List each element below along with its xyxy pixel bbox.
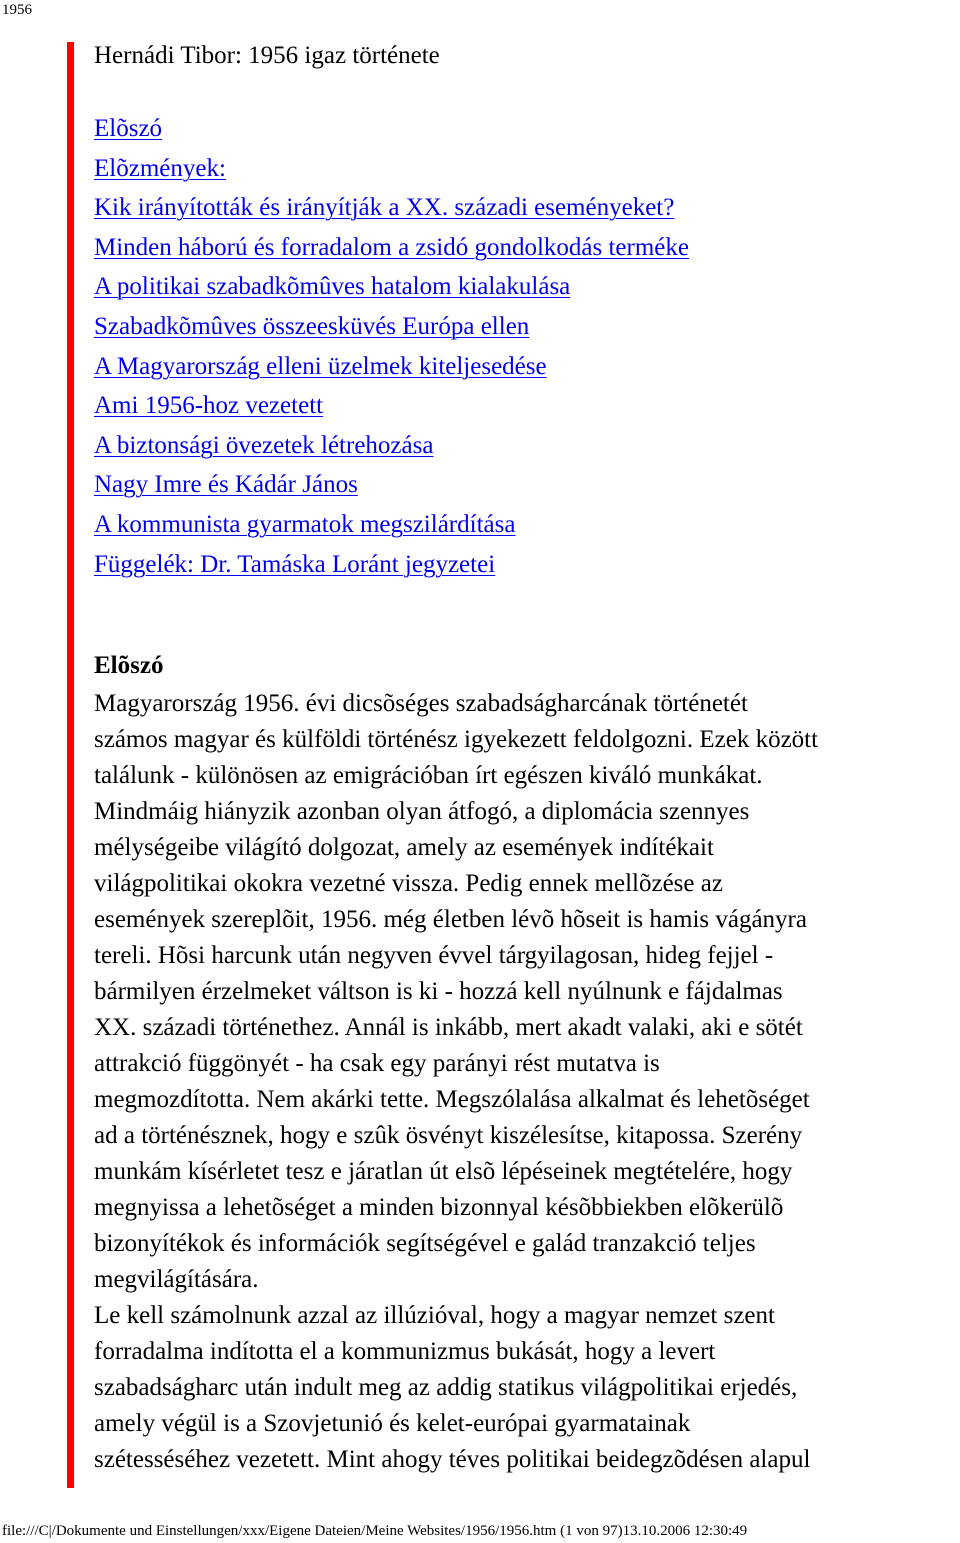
toc-item [94, 188, 960, 228]
toc-link[interactable]: Szabadkõmûves összeesküvés Európa ellen [94, 312, 530, 340]
text-line: mélységeibe világító dolgozat, amely az események indítékait [94, 834, 714, 861]
toc-item [94, 465, 960, 505]
print-footer: file:///C|/Dokumente und Einstellungen/xxx/Eigene Dateien/Meine Websites/1956/1956.htm (1 von 97)13.10.2006 12:30:49 [2, 1523, 748, 1539]
toc-item [94, 149, 960, 189]
text-line: megvilágítására. [94, 1266, 259, 1293]
page-header-label: 1956 [2, 2, 32, 18]
toc-item [94, 267, 960, 307]
text-line: amely végül is a Szovjetunió és kelet-európai gyarmatainak [94, 1410, 691, 1437]
text-line: események szereplõit, 1956. még életben lévõ hõseit is hamis vágányra [94, 906, 807, 933]
document-content [94, 40, 960, 1473]
text-line: világpolitikai okokra vezetné vissza. Pedig ennek mellõzése az [94, 870, 723, 897]
toc-link[interactable]: Minden háború és forradalom a zsidó gondolkodás terméke [94, 233, 689, 261]
toc-item [94, 386, 960, 426]
text-line: találunk - különösen az emigrációban írt egészen kiváló munkákat. [94, 762, 763, 789]
toc-link[interactable]: Elõszó [94, 115, 163, 142]
document-title: Hernádi Tibor: 1956 igaz története [94, 42, 440, 69]
toc-link[interactable]: A kommunista gyarmatok megszilárdítása [94, 510, 516, 538]
toc-item [94, 307, 960, 347]
paragraph-1 [94, 686, 960, 1298]
toc-link[interactable]: Elõzmények: [94, 154, 226, 182]
red-margin-bar [67, 42, 74, 1488]
text-line: megmozdította. Nem akárki tette. Megszólalása alkalmat és lehetõséget [94, 1086, 810, 1113]
paragraph-2 [94, 1298, 960, 1478]
text-line: XX. századi történethez. Annál is inkább, mert akadt valaki, aki e sötét [94, 1014, 803, 1041]
text-line: Magyarország 1956. évi dicsõséges szabadságharcának történetét [94, 690, 748, 717]
toc-item [94, 347, 960, 387]
text-line: forradalma indította el a kommunizmus bukását, hogy a levert [94, 1338, 716, 1365]
text-line: megnyissa a lehetõséget a minden bizonnyal késõbbiekben elõkerülõ [94, 1194, 784, 1221]
toc-item [94, 228, 960, 268]
text-line: Le kell számolnunk azzal az illúzióval, hogy a magyar nemzet szent [94, 1302, 775, 1329]
text-line: szétesséséhez vezetett. Mint ahogy téves politikai beidegzõdésen alapul [94, 1446, 811, 1473]
text-line: bizonyítékok és információk segítségével e galád tranzakció teljes [94, 1230, 756, 1257]
body-text [94, 686, 960, 1478]
toc-item [94, 426, 960, 466]
toc-link[interactable]: Függelék: Dr. Tamáska Loránt jegyzetei [94, 550, 496, 578]
toc-link[interactable]: Kik irányították és irányítják a XX. századi eseményeket? [94, 194, 675, 222]
toc-link[interactable]: A Magyarország elleni üzelmek kiteljesedése [94, 352, 547, 380]
toc-link[interactable]: Ami 1956-hoz vezetett [94, 392, 324, 420]
toc-item [94, 545, 960, 585]
toc-link[interactable]: A politikai szabadkõmûves hatalom kialakulása [94, 273, 571, 301]
text-line: attrakció függönyét - ha csak egy parányi rést mutatva is [94, 1050, 660, 1077]
toc-link[interactable]: A biztonsági övezetek létrehozása [94, 431, 434, 459]
text-line: munkám kísérletet tesz e járatlan út elsõ lépéseinek megtételére, hogy [94, 1158, 793, 1185]
text-line: ad a történésznek, hogy e szûk ösvényt kiszélesítse, kitapossa. Szerény [94, 1122, 803, 1149]
section-heading: Elõszó [94, 652, 164, 679]
text-line: számos magyar és külföldi történész igyekezett feldolgozni. Ezek között [94, 726, 819, 753]
toc-item [94, 505, 960, 545]
toc-link[interactable]: Nagy Imre és Kádár János [94, 471, 358, 499]
text-line: szabadságharc után indult meg az addig statikus világpolitikai erjedés, [94, 1374, 798, 1401]
table-of-contents [94, 109, 960, 584]
toc-item [94, 109, 960, 149]
text-line: tereli. Hõsi harcunk után negyven évvel tárgyilagosan, hideg fejjel - [94, 942, 774, 969]
text-line: bármilyen érzelmeket váltson is ki - hozzá kell nyúlnunk e fájdalmas [94, 978, 783, 1005]
text-line: Mindmáig hiányzik azonban olyan átfogó, a diplomácia szennyes [94, 798, 750, 825]
